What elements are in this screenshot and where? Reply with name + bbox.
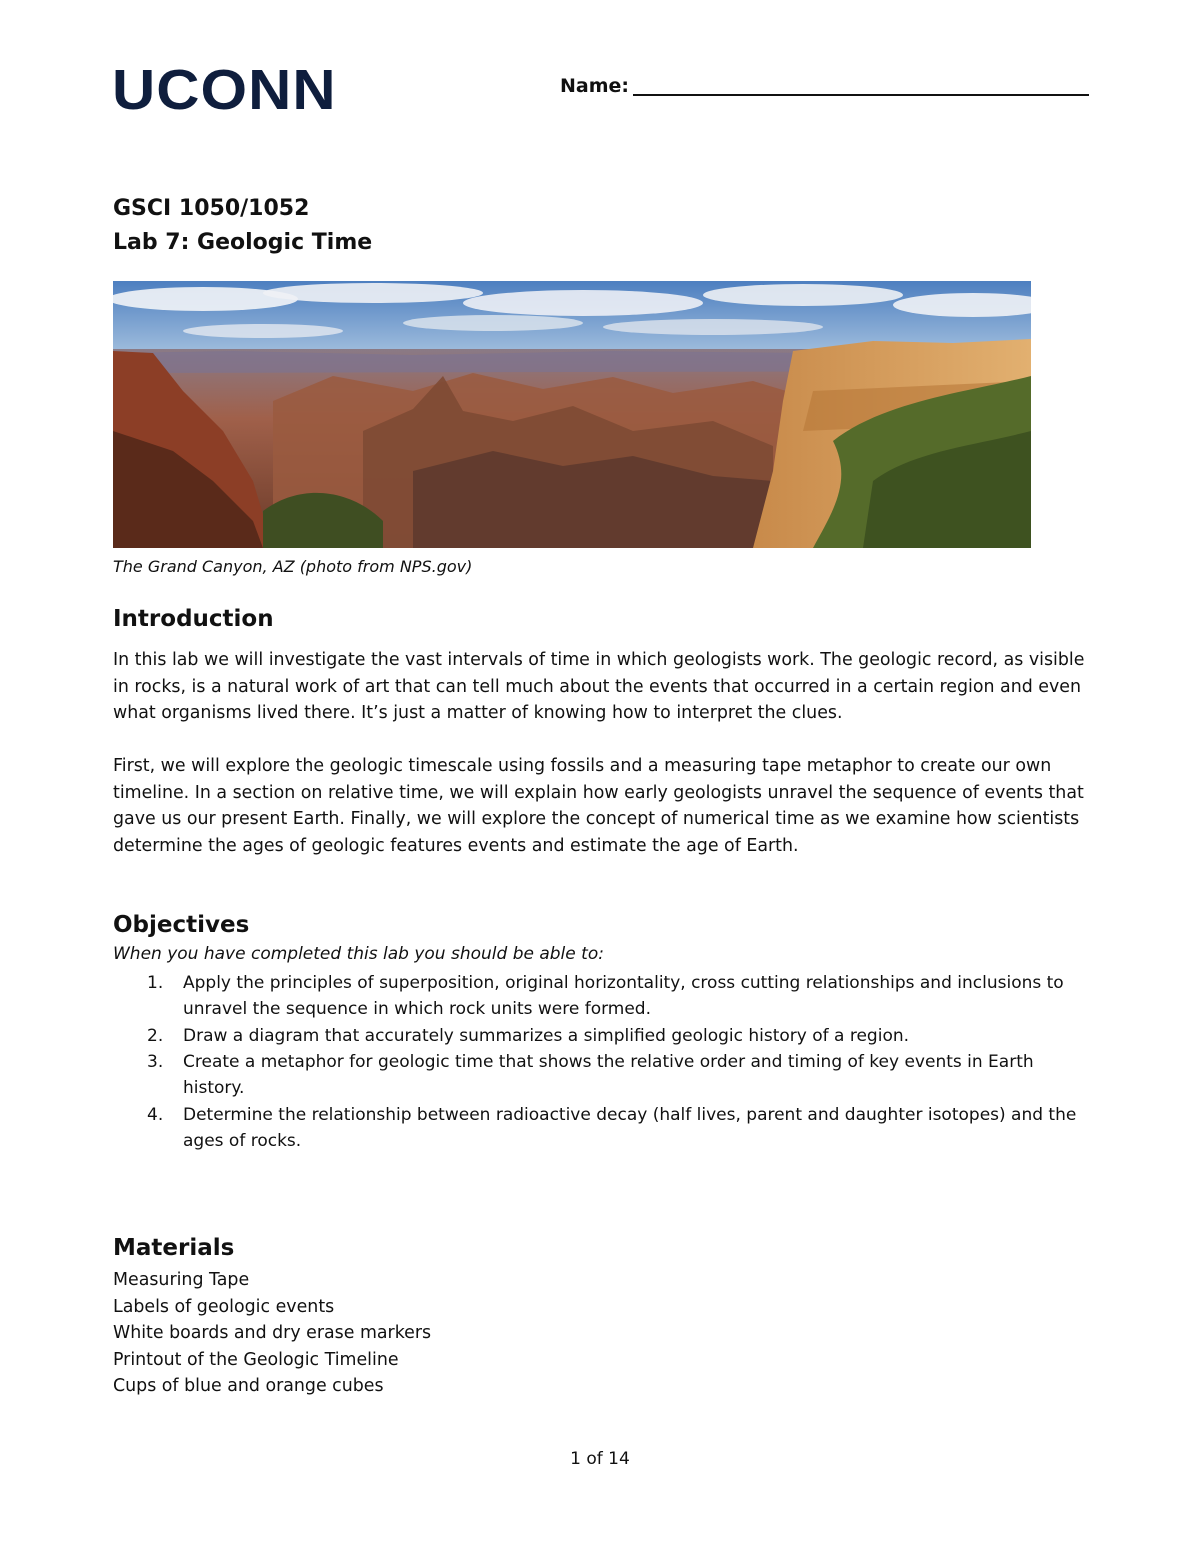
lab-title: Lab 7: Geologic Time (113, 230, 373, 255)
objective-text: Determine the relationship between radioactive decay (half lives, parent and daughter isotopes) and the ages of rocks. (183, 1104, 1077, 1151)
material-item: Measuring Tape (113, 1270, 250, 1290)
objective-text: Create a metaphor for geologic time that shows the relative order and timing of key events in Earth history. (183, 1052, 1034, 1098)
objectives-heading: Objectives (113, 912, 250, 938)
objective-item (113, 1023, 1093, 1049)
objective-number: 4. (147, 1104, 164, 1125)
objective-text: Apply the principles of superposition, original horizontality, cross cutting relationships and inclusions to unravel the sequence in which rock units were formed. (183, 973, 1064, 1019)
name-blank-line (633, 94, 1089, 96)
objectives-list (113, 970, 1093, 1154)
objective-number: 1. (147, 973, 164, 993)
course-code: GSCI 1050/1052 (113, 196, 310, 221)
material-item: White boards and dry erase markers (113, 1323, 432, 1343)
material-item: Cups of blue and orange cubes (113, 1376, 384, 1396)
objective-text: Draw a diagram that accurately summarizes a simplified geologic history of a region. (183, 1025, 910, 1046)
objective-number: 3. (147, 1052, 164, 1072)
material-item: Printout of the Geologic Timeline (113, 1349, 399, 1370)
grand-canyon-photo (113, 281, 1031, 548)
material-item: Labels of geologic events (113, 1296, 335, 1317)
objective-item (113, 970, 1093, 1022)
objective-item (113, 1049, 1093, 1101)
objective-number: 2. (147, 1025, 164, 1046)
objective-item (113, 1102, 1093, 1154)
materials-list (113, 1267, 431, 1400)
objectives-intro: When you have completed this lab you should be able to: (113, 944, 604, 964)
uconn-logo: UCONN (112, 58, 337, 122)
intro-paragraph-1: In this lab we will investigate the vast intervals of time in which geologists work. The geologic record, as visible in rocks, is a natural work of art that can tell much about the events that occurred in a certain region and even what organisms lived there. It’s just a matter of knowing how to interpret the clues. (113, 650, 1085, 723)
photo-caption: The Grand Canyon, AZ (photo from NPS.gov) (113, 557, 473, 576)
materials-heading: Materials (113, 1235, 235, 1261)
name-label: Name: (560, 75, 630, 97)
intro-paragraph-2: First, we will explore the geologic timescale using fossils and a measuring tape metaphor to create our own timeline. In a section on relative time, we will explain how early geologists unravel the sequence of events that gave us our present Earth. Finally, we will explore the concept of numerical time as we examine how scientists determine the ages of geologic features events and estimate the age of Earth. (113, 756, 1084, 856)
introduction-heading: Introduction (113, 606, 274, 632)
page-number: 1 of 14 (570, 1449, 630, 1469)
